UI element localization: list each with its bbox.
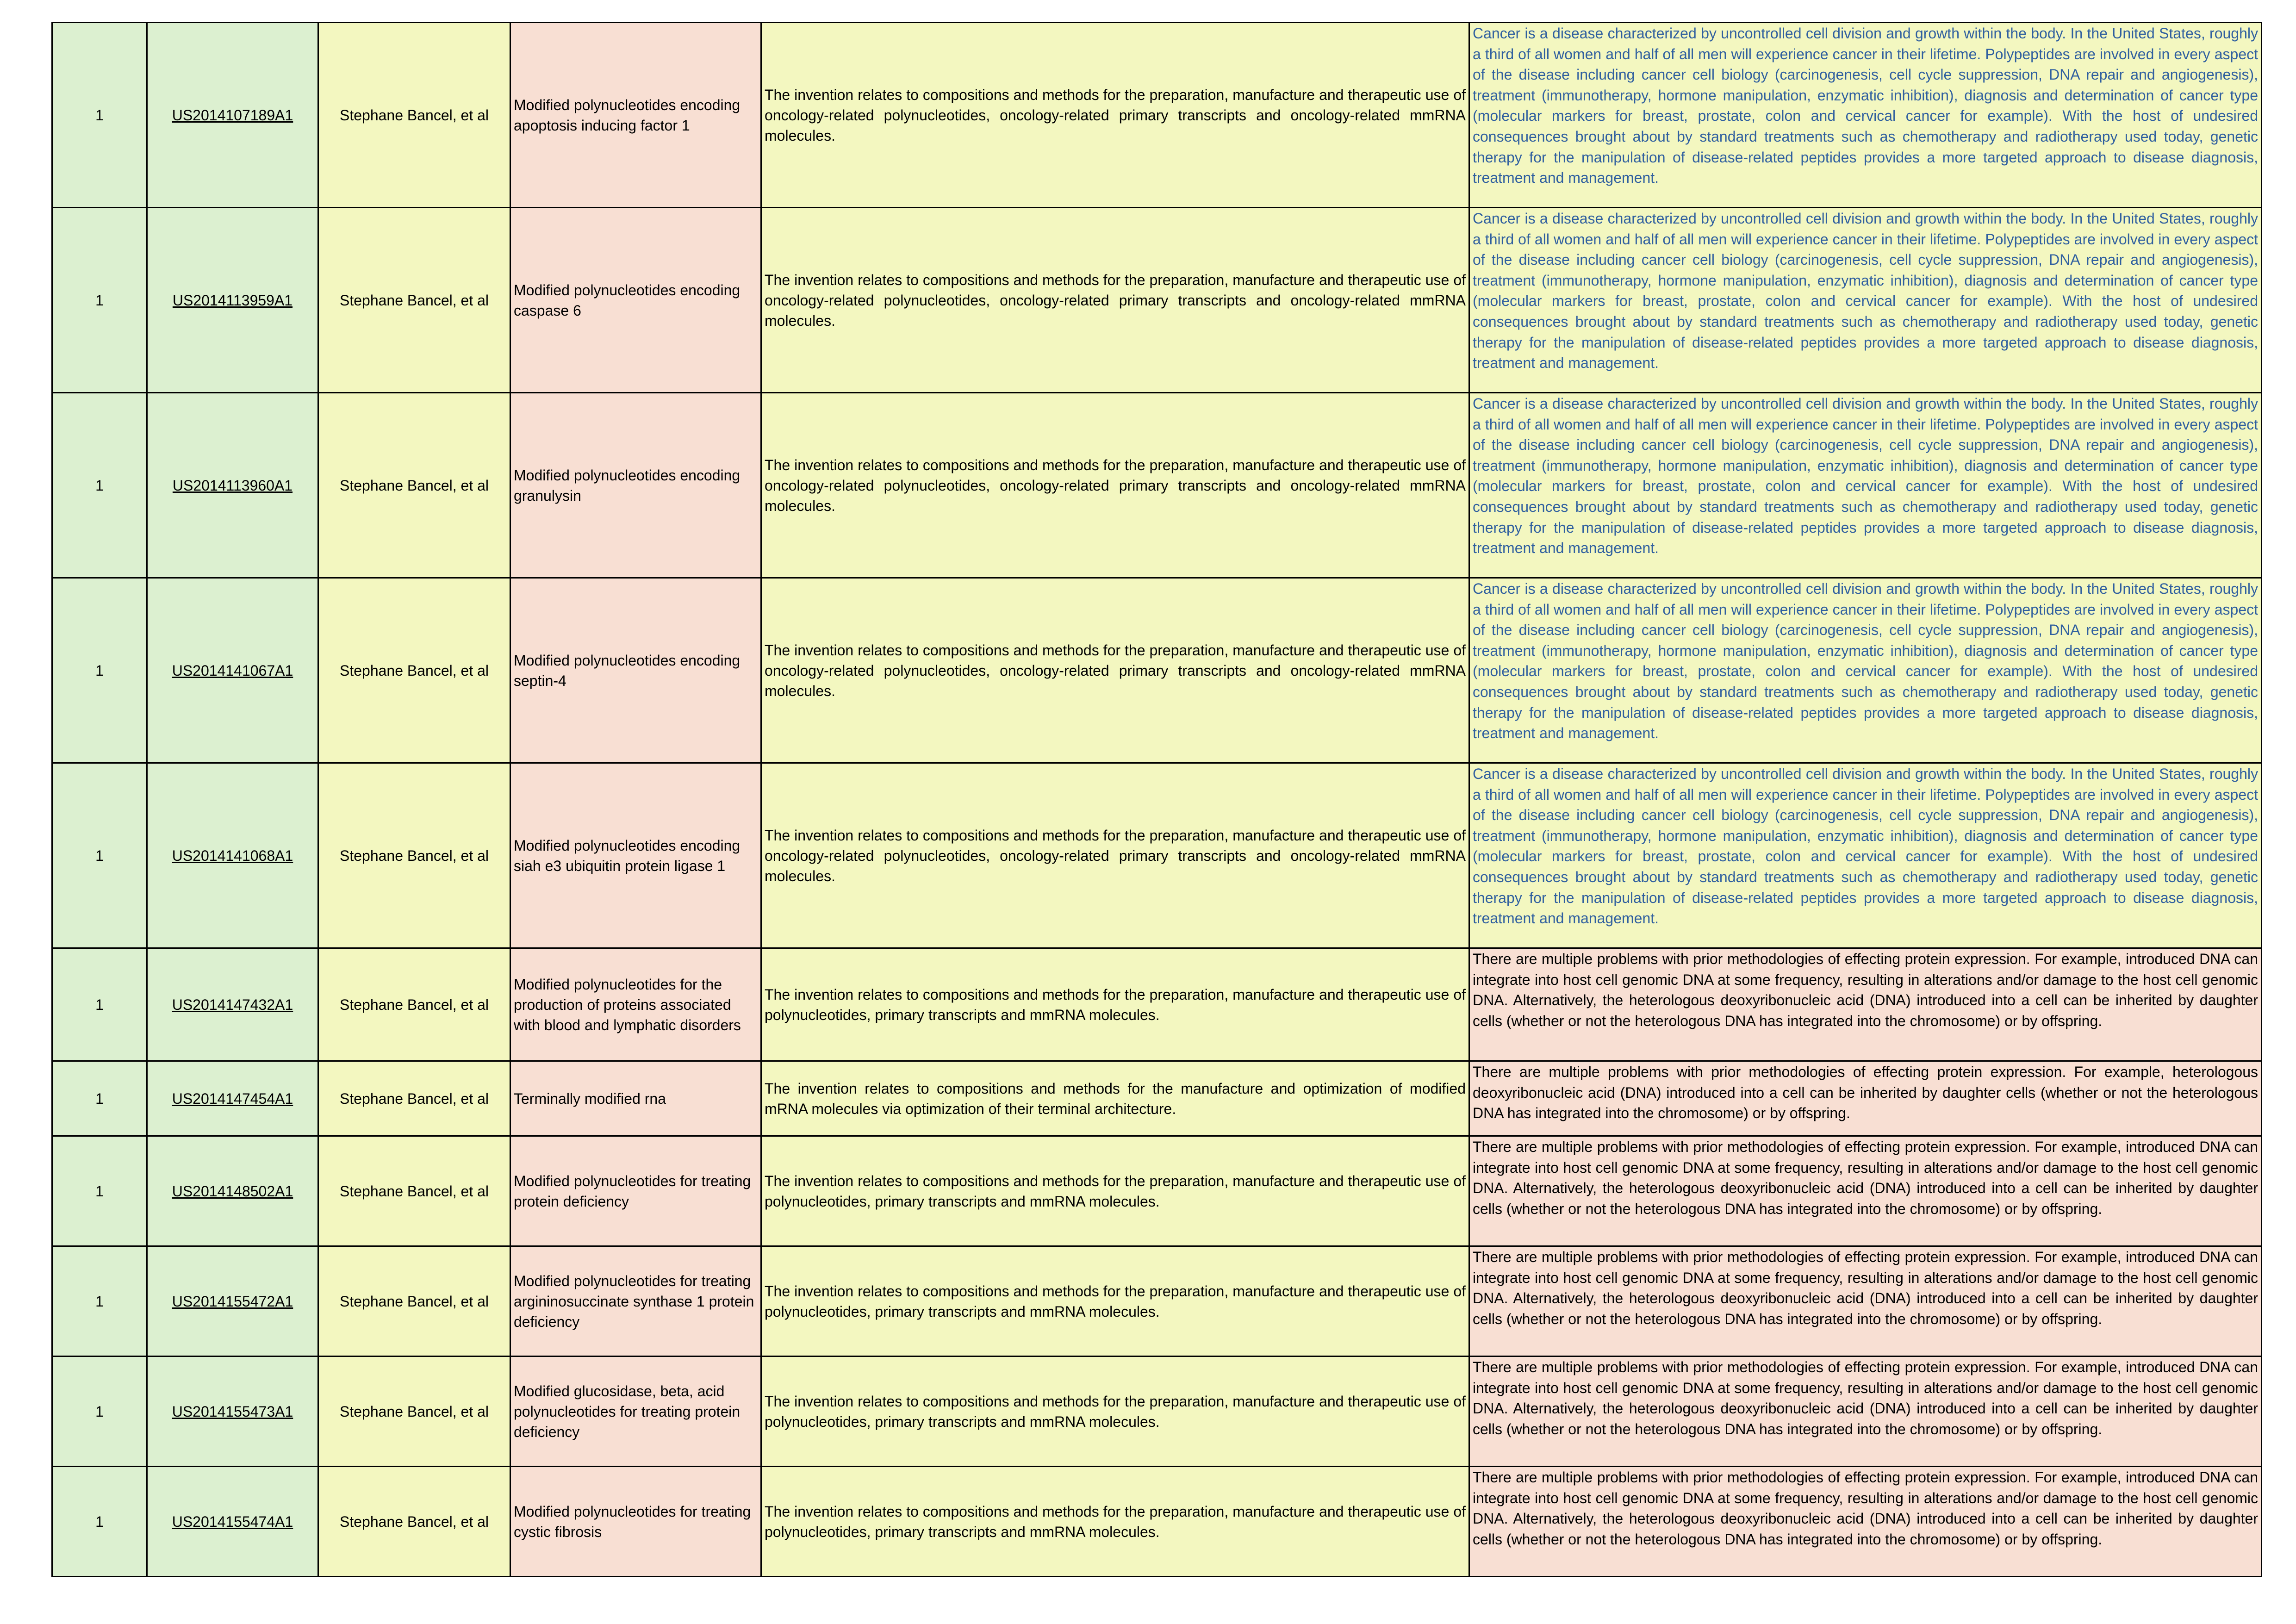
row-number-cell: 1 [52, 393, 147, 578]
patent-link[interactable]: US2014147432A1 [172, 996, 293, 1013]
patent-number-cell[interactable] [147, 763, 318, 948]
abstract-cell: The invention relates to compositions and methods for the manufacture and optimization of modified mRNA molecules via optimization of their terminal architecture. [761, 1061, 1469, 1136]
background-cell: There are multiple problems with prior methodologies of effecting protein expression. For example, introduced DNA can integrate into host cell genomic DNA at some frequency, resulting in alterations and/or damage to the host cell genomic DNA. Alternatively, the heterologous deoxyribonucleic acid (DNA) introduced into a cell can be inherited by daughter cells (whether or not the heterologous DNA has integrated into the chromosome) or by offspring. [1469, 948, 2262, 1061]
inventor-cell: Stephane Bancel, et al [318, 1061, 510, 1136]
inventor-cell: Stephane Bancel, et al [318, 578, 510, 763]
patent-number-cell[interactable] [147, 1061, 318, 1136]
table-row [52, 1356, 2262, 1467]
inventor-cell: Stephane Bancel, et al [318, 948, 510, 1061]
background-cell: Cancer is a disease characterized by uncontrolled cell division and growth within the body. In the United States, roughly a third of all women and half of all men will experience cancer in their lifetime. Polypeptides are involved in every aspect of the disease including cancer cell biology (carcinogenesis, cell cycle suppression, DNA repair and angiogenesis), treatment (immunotherapy, hormone manipulation, enzymatic inhibition), diagnosis and determination of cancer type (molecular markers for breast, prostate, colon and cervical cancer for example). With the host of undesired consequences brought about by standard treatments such as chemotherapy and radiotherapy used today, genetic therapy for the manipulation of disease-related peptides provides a more targeted approach to disease diagnosis, treatment and management. [1469, 763, 2262, 948]
abstract-cell: The invention relates to compositions and methods for the preparation, manufacture and therapeutic use of oncology-related polynucleotides, oncology-related primary transcripts and oncology-related mmRNA molecules. [761, 763, 1469, 948]
table-row [52, 1467, 2262, 1577]
table-row [52, 23, 2262, 208]
table-row [52, 1246, 2262, 1356]
patent-number-cell[interactable] [147, 1356, 318, 1467]
background-cell: Cancer is a disease characterized by uncontrolled cell division and growth within the body. In the United States, roughly a third of all women and half of all men will experience cancer in their lifetime. Polypeptides are involved in every aspect of the disease including cancer cell biology (carcinogenesis, cell cycle suppression, DNA repair and angiogenesis), treatment (immunotherapy, hormone manipulation, enzymatic inhibition), diagnosis and determination of cancer type (molecular markers for breast, prostate, colon and cervical cancer for example). With the host of undesired consequences brought about by standard treatments such as chemotherapy and radiotherapy used today, genetic therapy for the manipulation of disease-related peptides provides a more targeted approach to disease diagnosis, treatment and management. [1469, 23, 2262, 208]
patent-table [51, 22, 2262, 1577]
inventor-cell: Stephane Bancel, et al [318, 393, 510, 578]
background-cell: There are multiple problems with prior methodologies of effecting protein expression. For example, introduced DNA can integrate into host cell genomic DNA at some frequency, resulting in alterations and/or damage to the host cell genomic DNA. Alternatively, the heterologous deoxyribonucleic acid (DNA) introduced into a cell can be inherited by daughter cells (whether or not the heterologous DNA has integrated into the chromosome) or by offspring. [1469, 1246, 2262, 1356]
patent-number-cell[interactable] [147, 948, 318, 1061]
table-row [52, 208, 2262, 393]
background-cell: There are multiple problems with prior methodologies of effecting protein expression. For example, heterologous deoxyribonucleic acid (DNA) introduced into a cell can be inherited by daughter cells (whether or not the heterologous DNA has integrated into the chromosome) or by offspring. [1469, 1061, 2262, 1136]
title-cell: Modified polynucleotides for the production of proteins associated with blood and lymphatic disorders [510, 948, 761, 1061]
title-cell: Modified polynucleotides encoding caspase 6 [510, 208, 761, 393]
abstract-cell: The invention relates to compositions and methods for the preparation, manufacture and therapeutic use of oncology-related polynucleotides, oncology-related primary transcripts and oncology-related mmRNA molecules. [761, 393, 1469, 578]
patent-link[interactable]: US2014148502A1 [172, 1182, 293, 1200]
row-number-cell: 1 [52, 1061, 147, 1136]
patent-number-cell[interactable] [147, 23, 318, 208]
inventor-cell: Stephane Bancel, et al [318, 1136, 510, 1246]
title-cell: Modified polynucleotides encoding siah e3 ubiquitin protein ligase 1 [510, 763, 761, 948]
inventor-cell: Stephane Bancel, et al [318, 1467, 510, 1577]
patent-number-cell[interactable] [147, 208, 318, 393]
abstract-cell: The invention relates to compositions and methods for the preparation, manufacture and therapeutic use of oncology-related polynucleotides, oncology-related primary transcripts and oncology-related mmRNA molecules. [761, 578, 1469, 763]
patent-link[interactable]: US2014155472A1 [172, 1293, 293, 1310]
table-row [52, 1061, 2262, 1136]
title-cell: Terminally modified rna [510, 1061, 761, 1136]
row-number-cell: 1 [52, 1356, 147, 1467]
title-cell: Modified polynucleotides for treating cystic fibrosis [510, 1467, 761, 1577]
title-cell: Modified polynucleotides for treating protein deficiency [510, 1136, 761, 1246]
title-cell: Modified glucosidase, beta, acid polynucleotides for treating protein deficiency [510, 1356, 761, 1467]
row-number-cell: 1 [52, 1246, 147, 1356]
patent-link[interactable]: US2014147454A1 [172, 1090, 293, 1107]
inventor-cell: Stephane Bancel, et al [318, 763, 510, 948]
patent-link[interactable]: US2014107189A1 [172, 106, 293, 124]
patent-number-cell[interactable] [147, 578, 318, 763]
table-row [52, 393, 2262, 578]
background-cell: There are multiple problems with prior methodologies of effecting protein expression. For example, introduced DNA can integrate into host cell genomic DNA at some frequency, resulting in alterations and/or damage to the host cell genomic DNA. Alternatively, the heterologous deoxyribonucleic acid (DNA) introduced into a cell can be inherited by daughter cells (whether or not the heterologous DNA has integrated into the chromosome) or by offspring. [1469, 1136, 2262, 1246]
title-cell: Modified polynucleotides encoding septin-4 [510, 578, 761, 763]
row-number-cell: 1 [52, 578, 147, 763]
patent-link[interactable]: US2014113959A1 [172, 292, 293, 309]
abstract-cell: The invention relates to compositions and methods for the preparation, manufacture and therapeutic use of oncology-related polynucleotides, oncology-related primary transcripts and oncology-related mmRNA molecules. [761, 23, 1469, 208]
row-number-cell: 1 [52, 208, 147, 393]
title-cell: Modified polynucleotides encoding apoptosis inducing factor 1 [510, 23, 761, 208]
background-cell: There are multiple problems with prior methodologies of effecting protein expression. For example, introduced DNA can integrate into host cell genomic DNA at some frequency, resulting in alterations and/or damage to the host cell genomic DNA. Alternatively, the heterologous deoxyribonucleic acid (DNA) introduced into a cell can be inherited by daughter cells (whether or not the heterologous DNA has integrated into the chromosome) or by offspring. [1469, 1467, 2262, 1577]
patent-link[interactable]: US2014155474A1 [172, 1513, 293, 1530]
background-cell: Cancer is a disease characterized by uncontrolled cell division and growth within the body. In the United States, roughly a third of all women and half of all men will experience cancer in their lifetime. Polypeptides are involved in every aspect of the disease including cancer cell biology (carcinogenesis, cell cycle suppression, DNA repair and angiogenesis), treatment (immunotherapy, hormone manipulation, enzymatic inhibition), diagnosis and determination of cancer type (molecular markers for breast, prostate, colon and cervical cancer for example). With the host of undesired consequences brought about by standard treatments such as chemotherapy and radiotherapy used today, genetic therapy for the manipulation of disease-related peptides provides a more targeted approach to disease diagnosis, treatment and management. [1469, 393, 2262, 578]
row-number-cell: 1 [52, 763, 147, 948]
patent-number-cell[interactable] [147, 1467, 318, 1577]
row-number-cell: 1 [52, 948, 147, 1061]
inventor-cell: Stephane Bancel, et al [318, 1246, 510, 1356]
patent-number-cell[interactable] [147, 1246, 318, 1356]
inventor-cell: Stephane Bancel, et al [318, 208, 510, 393]
abstract-cell: The invention relates to compositions and methods for the preparation, manufacture and therapeutic use of polynucleotides, primary transcripts and mmRNA molecules. [761, 1356, 1469, 1467]
patent-link[interactable]: US2014141067A1 [172, 662, 293, 679]
background-cell: There are multiple problems with prior methodologies of effecting protein expression. For example, introduced DNA can integrate into host cell genomic DNA at some frequency, resulting in alterations and/or damage to the host cell genomic DNA. Alternatively, the heterologous deoxyribonucleic acid (DNA) introduced into a cell can be inherited by daughter cells (whether or not the heterologous DNA has integrated into the chromosome) or by offspring. [1469, 1356, 2262, 1467]
abstract-cell: The invention relates to compositions and methods for the preparation, manufacture and therapeutic use of polynucleotides, primary transcripts and mmRNA molecules. [761, 948, 1469, 1061]
inventor-cell: Stephane Bancel, et al [318, 1356, 510, 1467]
inventor-cell: Stephane Bancel, et al [318, 23, 510, 208]
abstract-cell: The invention relates to compositions and methods for the preparation, manufacture and therapeutic use of polynucleotides, primary transcripts and mmRNA molecules. [761, 1467, 1469, 1577]
background-cell: Cancer is a disease characterized by uncontrolled cell division and growth within the body. In the United States, roughly a third of all women and half of all men will experience cancer in their lifetime. Polypeptides are involved in every aspect of the disease including cancer cell biology (carcinogenesis, cell cycle suppression, DNA repair and angiogenesis), treatment (immunotherapy, hormone manipulation, enzymatic inhibition), diagnosis and determination of cancer type (molecular markers for breast, prostate, colon and cervical cancer for example). With the host of undesired consequences brought about by standard treatments such as chemotherapy and radiotherapy used today, genetic therapy for the manipulation of disease-related peptides provides a more targeted approach to disease diagnosis, treatment and management. [1469, 578, 2262, 763]
patent-link[interactable]: US2014155473A1 [172, 1403, 293, 1420]
patent-number-cell[interactable] [147, 393, 318, 578]
patent-link[interactable]: US2014141068A1 [172, 847, 293, 864]
row-number-cell: 1 [52, 1467, 147, 1577]
background-cell: Cancer is a disease characterized by uncontrolled cell division and growth within the body. In the United States, roughly a third of all women and half of all men will experience cancer in their lifetime. Polypeptides are involved in every aspect of the disease including cancer cell biology (carcinogenesis, cell cycle suppression, DNA repair and angiogenesis), treatment (immunotherapy, hormone manipulation, enzymatic inhibition), diagnosis and determination of cancer type (molecular markers for breast, prostate, colon and cervical cancer for example). With the host of undesired consequences brought about by standard treatments such as chemotherapy and radiotherapy used today, genetic therapy for the manipulation of disease-related peptides provides a more targeted approach to disease diagnosis, treatment and management. [1469, 208, 2262, 393]
row-number-cell: 1 [52, 23, 147, 208]
patent-link[interactable]: US2014113960A1 [172, 477, 293, 494]
table-row [52, 578, 2262, 763]
abstract-cell: The invention relates to compositions and methods for the preparation, manufacture and therapeutic use of polynucleotides, primary transcripts and mmRNA molecules. [761, 1246, 1469, 1356]
table-row [52, 1136, 2262, 1246]
row-number-cell: 1 [52, 1136, 147, 1246]
abstract-cell: The invention relates to compositions and methods for the preparation, manufacture and therapeutic use of oncology-related polynucleotides, oncology-related primary transcripts and oncology-related mmRNA molecules. [761, 208, 1469, 393]
title-cell: Modified polynucleotides encoding granulysin [510, 393, 761, 578]
table-row [52, 948, 2262, 1061]
title-cell: Modified polynucleotides for treating argininosuccinate synthase 1 protein deficiency [510, 1246, 761, 1356]
patent-number-cell[interactable] [147, 1136, 318, 1246]
abstract-cell: The invention relates to compositions and methods for the preparation, manufacture and therapeutic use of polynucleotides, primary transcripts and mmRNA molecules. [761, 1136, 1469, 1246]
table-row [52, 763, 2262, 948]
